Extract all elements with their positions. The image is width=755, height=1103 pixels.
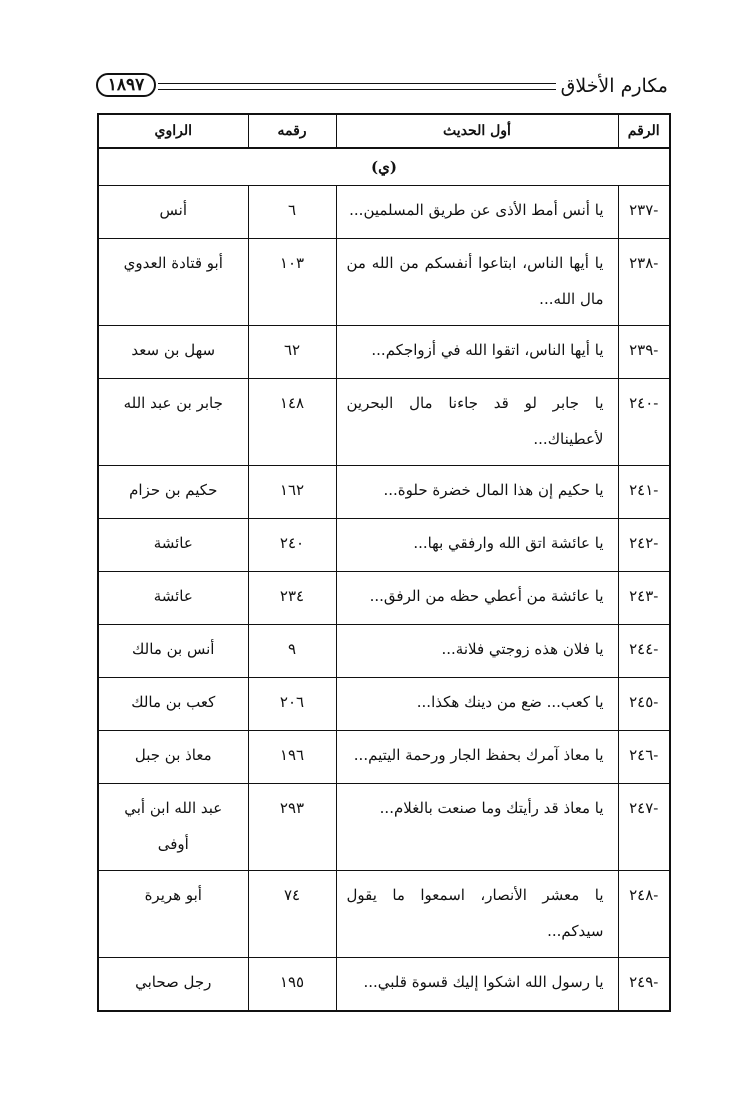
hadith-reference: ٢٣٤	[248, 572, 336, 625]
hadith-reference: ١٦٢	[248, 466, 336, 519]
table-row	[98, 784, 670, 871]
section-label: (ي)	[98, 148, 670, 186]
hadith-reference: ١٠٣	[248, 239, 336, 326]
column-header-number: الرقم	[618, 114, 670, 148]
hadith-opening: يا أنس أمط الأذى عن طريق المسلمين...	[336, 186, 618, 239]
column-header-hadith: أول الحديث	[336, 114, 618, 148]
hadith-reference: ٧٤	[248, 871, 336, 958]
hadith-narrator: سهل بن سعد	[98, 326, 248, 379]
hadith-number: -٢٤٨	[618, 871, 670, 958]
column-header-narrator: الراوي	[98, 114, 248, 148]
table-row	[98, 871, 670, 958]
hadith-narrator: أبو قتادة العدوي	[98, 239, 248, 326]
hadith-number: -٢٤٢	[618, 519, 670, 572]
hadith-narrator: عائشة	[98, 519, 248, 572]
hadith-narrator: عبد الله ابن أبي أوفى	[98, 784, 248, 871]
table-row	[98, 466, 670, 519]
table-row	[98, 572, 670, 625]
table-row	[98, 186, 670, 239]
hadith-reference: ١٤٨	[248, 379, 336, 466]
hadith-opening: يا حكيم إن هذا المال خضرة حلوة...	[336, 466, 618, 519]
hadith-number: -٢٤٦	[618, 731, 670, 784]
hadith-number: -٢٣٩	[618, 326, 670, 379]
hadith-number: -٢٤٣	[618, 572, 670, 625]
hadith-reference: ٢٤٠	[248, 519, 336, 572]
column-header-ref: رقمه	[248, 114, 336, 148]
hadith-number: -٢٤٩	[618, 958, 670, 1012]
hadith-narrator: جابر بن عبد الله	[98, 379, 248, 466]
hadith-opening: يا عائشة اتق الله وارفقي بها...	[336, 519, 618, 572]
table-header-row	[98, 114, 670, 148]
hadith-number: -٢٤٠	[618, 379, 670, 466]
table-row	[98, 731, 670, 784]
hadith-opening: يا أيها الناس، اتقوا الله في أزواجكم...	[336, 326, 618, 379]
hadith-opening: يا فلان هذه زوجتي فلانة...	[336, 625, 618, 678]
table-body	[98, 148, 670, 1011]
hadith-reference: ١٩٥	[248, 958, 336, 1012]
book-title: مكارم الأخلاق	[560, 75, 668, 97]
hadith-opening: يا معشر الأنصار، اسمعوا ما يقول سيدكم...	[336, 871, 618, 958]
table-row	[98, 326, 670, 379]
hadith-narrator: أنس بن مالك	[98, 625, 248, 678]
hadith-reference: ٢٩٣	[248, 784, 336, 871]
hadith-reference: ٢٠٦	[248, 678, 336, 731]
hadith-number: -٢٤٧	[618, 784, 670, 871]
hadith-narrator: حكيم بن حزام	[98, 466, 248, 519]
hadith-narrator: أنس	[98, 186, 248, 239]
hadith-index-table	[97, 113, 671, 1012]
running-header	[96, 72, 668, 104]
header-rule	[158, 83, 556, 90]
hadith-opening: يا كعب... ضع من دينك هكذا...	[336, 678, 618, 731]
hadith-narrator: رجل صحابي	[98, 958, 248, 1012]
hadith-opening: يا رسول الله اشكوا إليك قسوة قلبي...	[336, 958, 618, 1012]
table-row	[98, 678, 670, 731]
hadith-number: -٢٤٤	[618, 625, 670, 678]
hadith-narrator: عائشة	[98, 572, 248, 625]
table-row	[98, 625, 670, 678]
page-number: ١٨٩٧	[96, 73, 156, 97]
hadith-reference: ٦	[248, 186, 336, 239]
hadith-opening: يا عائشة من أعطي حظه من الرفق...	[336, 572, 618, 625]
hadith-number: -٢٤١	[618, 466, 670, 519]
table-row	[98, 958, 670, 1012]
hadith-opening: يا معاذ آمرك بحفظ الجار ورحمة اليتيم...	[336, 731, 618, 784]
hadith-number: -٢٣٧	[618, 186, 670, 239]
hadith-opening: يا معاذ قد رأيتك وما صنعت بالغلام...	[336, 784, 618, 871]
hadith-reference: ٦٢	[248, 326, 336, 379]
hadith-opening: يا أيها الناس، ابتاعوا أنفسكم من الله من مال الله...	[336, 239, 618, 326]
hadith-number: -٢٣٨	[618, 239, 670, 326]
hadith-narrator: أبو هريرة	[98, 871, 248, 958]
hadith-reference: ٩	[248, 625, 336, 678]
hadith-number: -٢٤٥	[618, 678, 670, 731]
hadith-narrator: معاذ بن جبل	[98, 731, 248, 784]
section-row	[98, 148, 670, 186]
hadith-reference: ١٩٦	[248, 731, 336, 784]
table-row	[98, 379, 670, 466]
hadith-opening: يا جابر لو قد جاءنا مال البحرين لأعطيناك...	[336, 379, 618, 466]
table-row	[98, 519, 670, 572]
hadith-narrator: كعب بن مالك	[98, 678, 248, 731]
table-row	[98, 239, 670, 326]
